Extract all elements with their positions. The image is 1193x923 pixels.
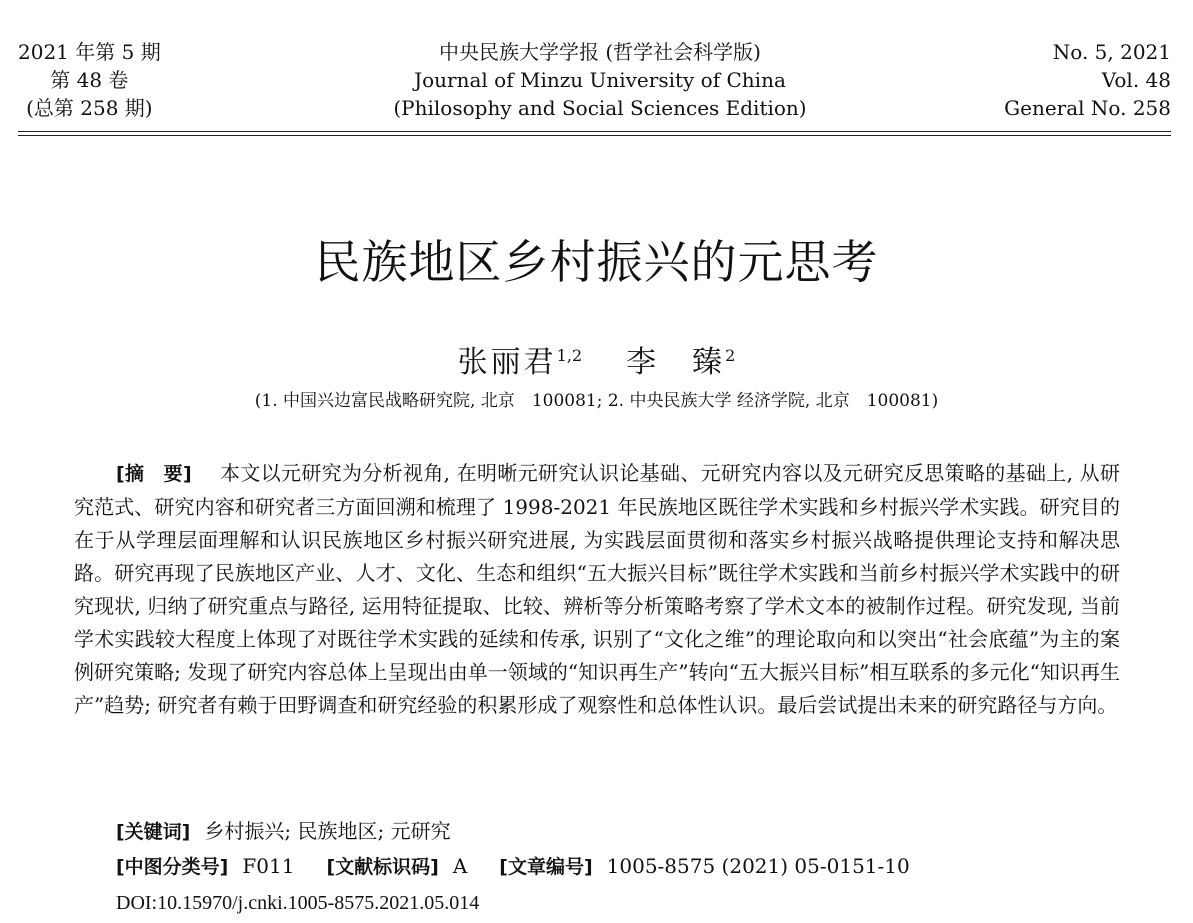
article-number-value: 1005-8575 (2021) 05-0151-10: [606, 854, 910, 878]
volume-english: Vol. 48: [1101, 68, 1171, 92]
author-1-affiliation-mark: 1,2: [556, 346, 583, 365]
document-code-value: A: [452, 854, 468, 878]
author-line: [0, 334, 1193, 385]
document-code-label: [文献标识码]: [326, 856, 439, 878]
journal-name-chinese: 中央民族大学学报 (哲学社会科学版): [439, 40, 761, 64]
author-2-affiliation-mark: 2: [725, 346, 736, 365]
general-number-english: General No. 258: [1004, 96, 1171, 120]
header-rule-bottom: [18, 135, 1171, 136]
author-1-name: 张丽君: [457, 345, 557, 380]
keywords-value: 乡村振兴; 民族地区; 元研究: [204, 819, 451, 843]
issue-volume: 第 48 卷: [50, 68, 129, 92]
paper-title: 民族地区乡村振兴的元思考: [314, 235, 879, 289]
issue-info-english: [1004, 38, 1171, 122]
journal-header: [0, 0, 1193, 138]
journal-name-english: Journal of Minzu University of China: [414, 68, 786, 92]
abstract-text: 本文以元研究为分析视角, 在明晰元研究认识论基础、元研究内容以及元研究反思策略的基础上, 从研究范式、研究内容和研究者三方面回溯和梳理了 1998-2021 年民族地区既往学术实践和乡村振兴学术实践。研究目的在于从学理层面理解和认识民族地区乡村振兴研究进展, 为实践层面贯彻和落实乡村振兴战略提供理论支持和解决思路。研究再现了民族地区产业、人才、文化、生态和组织“五大振兴目标”既往学术实践和当前乡村振兴学术实践中的研究现状, 归纳了研究重点与路径, 运用特征提取、比较、辨析等分析策略考察了学术文本的被制作过程。研究发现, 当前学术实践较大程度上体现了对既往学术实践的延续和传承, 识别了“文化之维”的理论取向和以突出“社会底蕴”为主的案例研究策略; 发现了研究内容总体上呈现出由单一领域的“知识再生产”转向“五大振兴目标”相互联系的多元化“知识再生产”趋势; 研究者有赖于田野调查和研究经验的积累形成了观察性和总体性认识。最后尝试提出未来的研究路径与方向。: [74, 461, 1120, 717]
affiliations: (1. 中国兴边富民战略研究院, 北京 100081; 2. 中央民族大学 经济学院, 北京 100081): [254, 391, 939, 411]
journal-edition-english: (Philosophy and Social Sciences Edition): [393, 96, 807, 120]
issue-year-number: 2021 年第 5 期: [18, 40, 161, 64]
doi: DOI:10.15970/j.cnki.1005-8575.2021.05.014: [116, 892, 480, 914]
clc-value: F011: [242, 854, 295, 878]
abstract-label: [摘 要]: [116, 463, 192, 485]
issue-total-number: (总第 258 期): [26, 96, 153, 120]
issue-number-english: No. 5, 2021: [1052, 40, 1171, 64]
clc-label: [中图分类号]: [116, 856, 229, 878]
author-2-name: 李 臻: [626, 345, 726, 380]
issue-info: [18, 38, 161, 122]
keywords-label: [关键词]: [116, 821, 191, 843]
journal-name: [340, 38, 860, 122]
keywords-line: [116, 816, 451, 847]
classification-line: [116, 851, 910, 882]
abstract: [74, 457, 1120, 722]
header-rule-top: [18, 131, 1171, 132]
article-number-label: [文章编号]: [499, 856, 593, 878]
